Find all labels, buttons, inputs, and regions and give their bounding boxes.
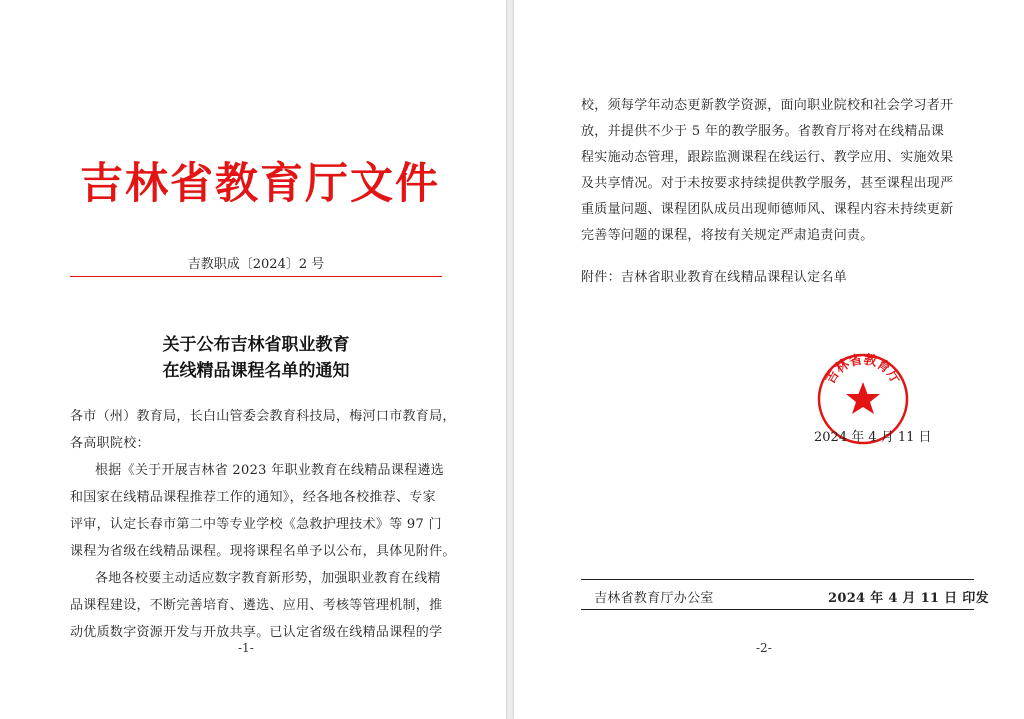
body-line: 根据《关于开展吉林省 2023 年职业教育在线精品课程遴选 bbox=[95, 463, 445, 478]
body-line: 放，并提供不少于 5 年的教学服务。省教育厅将对在线精品课 bbox=[581, 124, 945, 139]
notice-title-line-2: 在线精品课程名单的通知 bbox=[162, 361, 350, 381]
body-line: 各地各校要主动适应数字教育新形势，加强职业教育在线精 bbox=[95, 571, 441, 586]
body-line: 完善等问题的课程，将按有关规定严肃追责问责。 bbox=[581, 228, 874, 243]
header-red-rule bbox=[70, 276, 442, 277]
body-line: 品课程建设，不断完善培育、遴选、应用、考核等管理机制，推 bbox=[70, 598, 443, 613]
attachment-line: 附件：吉林省职业教育在线精品课程认定名单 bbox=[581, 270, 848, 285]
body-line: 校，须每学年动态更新教学资源，面向职业院校和社会学习者开 bbox=[581, 98, 954, 113]
document-number: 吉教职成〔2024〕2 号 bbox=[187, 257, 325, 272]
footer-office: 吉林省教育厅办公室 bbox=[594, 591, 714, 606]
document-header-title: 吉林省教育厅文件 bbox=[80, 159, 440, 209]
notice-title-line-1: 关于公布吉林省职业教育 bbox=[162, 335, 350, 355]
body-line: 程实施动态管理，跟踪监测课程在线运行、教学应用、实施效果 bbox=[581, 150, 954, 165]
body-line: 及共享情况。对于未按要求持续提供教学服务，甚至课程出现严 bbox=[581, 176, 954, 191]
page-number: -1- bbox=[238, 641, 254, 655]
body-line: 动优质数字资源开发与开放共享。已认定省级在线精品课程的学 bbox=[70, 625, 443, 640]
sign-date: 2024 年 4 月 11 日 bbox=[814, 430, 932, 445]
seal-text: 吉林省教育厅 bbox=[822, 352, 904, 387]
document-page-2 bbox=[514, 0, 1024, 719]
body-line: 评审，认定长春市第二中等专业学校《急救护理技术》等 97 门 bbox=[70, 517, 442, 532]
footer-print-date: 2024 年 4 月 11 日 印发 bbox=[828, 591, 989, 606]
body-line: 和国家在线精品课程推荐工作的通知》，经各地各校推荐、专家 bbox=[70, 490, 436, 505]
body-line: 各市（州）教育局，长白山管委会教育科技局，梅河口市教育局， bbox=[70, 409, 456, 424]
page-number: -2- bbox=[756, 641, 772, 655]
body-line: 课程为省级在线精品课程。现将课程名单予以公布，具体见附件。 bbox=[70, 544, 456, 559]
footer-top-rule bbox=[581, 579, 974, 580]
svg-text:吉林省教育厅 bbox=[822, 352, 904, 387]
seal-star-icon bbox=[846, 382, 880, 414]
document-page-1 bbox=[0, 0, 506, 719]
body-line: 各高职院校： bbox=[70, 436, 150, 451]
body-line: 重质量问题、课程团队成员出现师德师风、课程内容未持续更新 bbox=[581, 202, 954, 217]
footer-bottom-rule bbox=[581, 609, 974, 610]
